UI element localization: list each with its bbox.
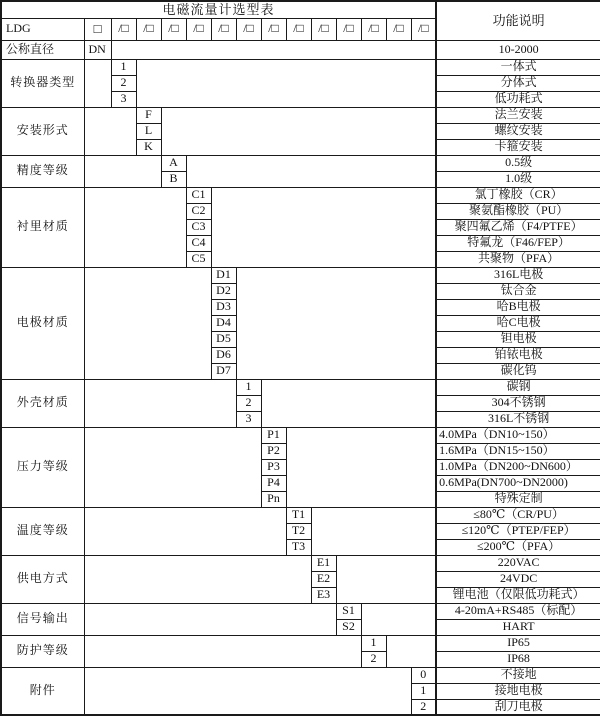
option-desc: 1.6MPa（DN15~150） — [436, 443, 600, 459]
option-code: T3 — [286, 539, 311, 555]
table-row — [1, 1, 600, 18]
model-segment: /□ — [236, 18, 261, 40]
option-desc: 刮刀电极 — [436, 699, 600, 715]
empty-cell — [84, 427, 261, 507]
table-row — [1, 187, 600, 203]
option-code: L — [136, 123, 161, 139]
option-code: C3 — [186, 219, 211, 235]
option-code: A — [161, 155, 186, 171]
option-code: E3 — [311, 587, 336, 603]
option-desc: 氯丁橡胶（CR） — [436, 187, 600, 203]
model-prefix: LDG — [1, 18, 84, 40]
option-desc: 特殊定制 — [436, 491, 600, 507]
option-code: C1 — [186, 187, 211, 203]
model-segment: /□ — [411, 18, 436, 40]
model-segment: /□ — [211, 18, 236, 40]
category-label: 压力等级 — [1, 427, 84, 507]
empty-cell — [84, 155, 161, 187]
table-row — [1, 507, 600, 523]
option-desc: 碳钢 — [436, 379, 600, 395]
option-desc: IP65 — [436, 635, 600, 651]
category-label: 供电方式 — [1, 555, 84, 603]
empty-cell — [286, 427, 436, 507]
table-row — [1, 379, 600, 395]
option-code: D5 — [211, 331, 236, 347]
table-row — [1, 267, 600, 283]
option-desc: IP68 — [436, 651, 600, 667]
empty-cell — [84, 603, 336, 635]
empty-cell — [84, 507, 286, 555]
empty-cell — [84, 267, 211, 379]
empty-cell — [136, 59, 436, 107]
option-desc: 1.0级 — [436, 171, 600, 187]
option-code: Pn — [261, 491, 286, 507]
option-code: D4 — [211, 315, 236, 331]
model-segment: /□ — [311, 18, 336, 40]
option-desc: 接地电极 — [436, 683, 600, 699]
model-segment: /□ — [161, 18, 186, 40]
table-row — [1, 635, 600, 651]
option-code: D3 — [211, 299, 236, 315]
model-segment: /□ — [361, 18, 386, 40]
option-code: E2 — [311, 571, 336, 587]
option-code: P1 — [261, 427, 286, 443]
empty-cell — [84, 107, 136, 155]
table-row — [1, 107, 600, 123]
empty-cell — [84, 59, 111, 107]
option-desc: 铂铱电极 — [436, 347, 600, 363]
option-code: C2 — [186, 203, 211, 219]
option-desc: 1.0MPa（DN200~DN600） — [436, 459, 600, 475]
page-title: 电磁流量计选型表 — [1, 1, 436, 18]
empty-cell — [211, 187, 436, 267]
category-label: 安装形式 — [1, 107, 84, 155]
option-desc: 0.6MPa(DN700~DN2000) — [436, 475, 600, 491]
model-segment: /□ — [286, 18, 311, 40]
option-code: F — [136, 107, 161, 123]
category-label: 衬里材质 — [1, 187, 84, 267]
option-code: 3 — [111, 91, 136, 107]
option-code: 2 — [236, 395, 261, 411]
option-code: 1 — [236, 379, 261, 395]
empty-cell — [84, 635, 361, 667]
model-segment: /□ — [336, 18, 361, 40]
option-desc: 碳化钨 — [436, 363, 600, 379]
category-label: 温度等级 — [1, 507, 84, 555]
option-code: P4 — [261, 475, 286, 491]
option-desc: 锂电池（仅限低功耗式） — [436, 587, 600, 603]
category-label: 公称直径 — [1, 40, 84, 59]
empty-cell — [186, 155, 436, 187]
model-segment: /□ — [136, 18, 161, 40]
table-row — [1, 555, 600, 571]
table-row — [1, 59, 600, 75]
option-desc: 316L电极 — [436, 267, 600, 283]
table-row — [1, 667, 600, 683]
model-segment: /□ — [186, 18, 211, 40]
option-desc: 不接地 — [436, 667, 600, 683]
option-code: T1 — [286, 507, 311, 523]
option-desc: 哈C电极 — [436, 315, 600, 331]
model-segment: /□ — [111, 18, 136, 40]
option-code: 1 — [411, 683, 436, 699]
option-code: S1 — [336, 603, 361, 619]
model-segment: /□ — [386, 18, 411, 40]
option-desc: 法兰安装 — [436, 107, 600, 123]
option-desc: 聚氨酯橡胶（PU） — [436, 203, 600, 219]
option-code: 1 — [111, 59, 136, 75]
option-desc: 一体式 — [436, 59, 600, 75]
empty-cell — [311, 507, 436, 555]
model-segment: /□ — [261, 18, 286, 40]
empty-cell — [386, 635, 436, 667]
option-desc: 卡箍安装 — [436, 139, 600, 155]
option-desc: 4.0MPa（DN10~150） — [436, 427, 600, 443]
table-row — [1, 155, 600, 171]
table-row — [1, 427, 600, 443]
option-desc: 220VAC — [436, 555, 600, 571]
option-desc: 24VDC — [436, 571, 600, 587]
option-desc: 低功耗式 — [436, 91, 600, 107]
option-desc: HART — [436, 619, 600, 635]
option-code: B — [161, 171, 186, 187]
option-code: DN — [84, 40, 111, 59]
model-box-placeholder: □ — [84, 18, 111, 40]
option-code: T2 — [286, 523, 311, 539]
option-code: S2 — [336, 619, 361, 635]
empty-cell — [84, 187, 186, 267]
option-desc: 螺纹安装 — [436, 123, 600, 139]
option-desc: 10-2000 — [436, 40, 600, 59]
category-label: 外壳材质 — [1, 379, 84, 427]
function-column-header: 功能说明 — [436, 1, 600, 40]
option-desc: 钽电极 — [436, 331, 600, 347]
category-label: 信号输出 — [1, 603, 84, 635]
empty-cell — [84, 379, 236, 427]
option-code: 2 — [411, 699, 436, 715]
empty-cell — [161, 107, 436, 155]
option-code: 2 — [361, 651, 386, 667]
empty-cell — [236, 267, 436, 379]
option-desc: 共聚物（PFA） — [436, 251, 600, 267]
option-code: E1 — [311, 555, 336, 571]
option-desc: 304不锈钢 — [436, 395, 600, 411]
category-label: 附件 — [1, 667, 84, 715]
category-label: 精度等级 — [1, 155, 84, 187]
option-desc: 聚四氟乙烯（F4/PTFE） — [436, 219, 600, 235]
option-desc: ≤80℃（CR/PU） — [436, 507, 600, 523]
option-code: 1 — [361, 635, 386, 651]
option-desc: 哈B电极 — [436, 299, 600, 315]
option-code: P2 — [261, 443, 286, 459]
option-desc: 特氟龙（F46/FEP） — [436, 235, 600, 251]
option-code: K — [136, 139, 161, 155]
empty-cell — [336, 555, 436, 603]
category-label: 防护等级 — [1, 635, 84, 667]
empty-cell — [361, 603, 436, 635]
empty-cell — [111, 40, 436, 59]
option-desc: 钛合金 — [436, 283, 600, 299]
option-desc: ≤200℃（PFA） — [436, 539, 600, 555]
option-code: D6 — [211, 347, 236, 363]
option-code: D1 — [211, 267, 236, 283]
option-desc: 316L不锈钢 — [436, 411, 600, 427]
option-code: 2 — [111, 75, 136, 91]
category-label: 电极材质 — [1, 267, 84, 379]
option-code: 0 — [411, 667, 436, 683]
category-label: 转换器类型 — [1, 59, 84, 107]
empty-cell — [84, 555, 311, 603]
dn-row — [1, 40, 600, 59]
option-code: C5 — [186, 251, 211, 267]
empty-cell — [84, 667, 411, 715]
option-desc: 0.5级 — [436, 155, 600, 171]
option-code: C4 — [186, 235, 211, 251]
option-desc: ≤120℃（PTEP/FEP） — [436, 523, 600, 539]
option-code: D2 — [211, 283, 236, 299]
option-code: 3 — [236, 411, 261, 427]
option-desc: 4-20mA+RS485（标配） — [436, 603, 600, 619]
option-code: P3 — [261, 459, 286, 475]
table-row — [1, 603, 600, 619]
option-code: D7 — [211, 363, 236, 379]
option-desc: 分体式 — [436, 75, 600, 91]
empty-cell — [261, 379, 436, 427]
